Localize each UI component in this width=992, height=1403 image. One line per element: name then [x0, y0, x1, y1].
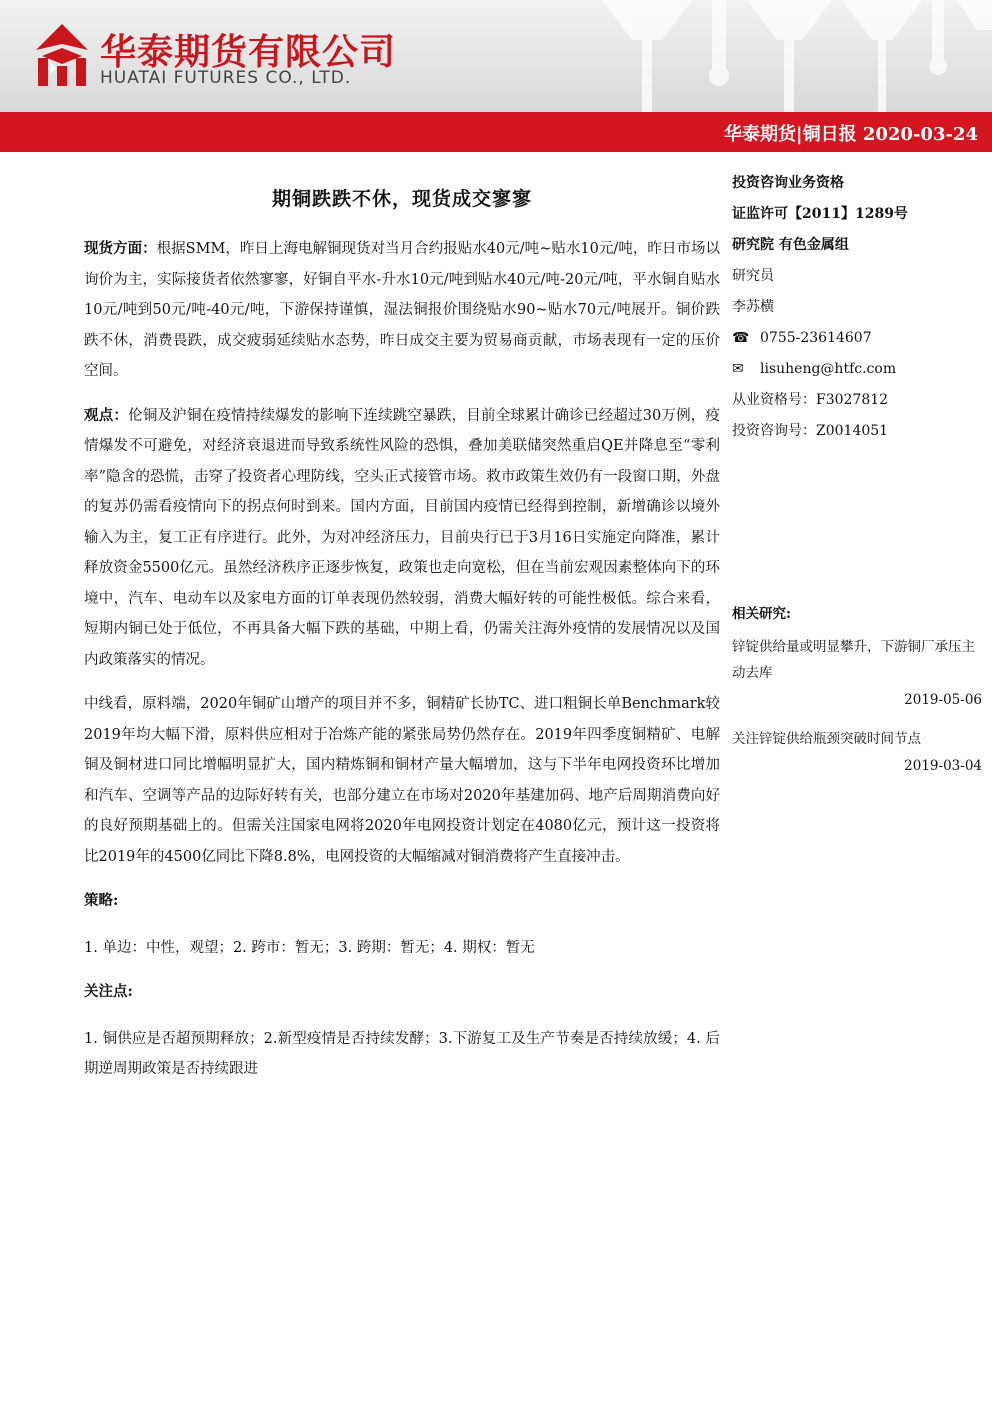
view-paragraph: [84, 401, 720, 676]
header-decoration: [572, 0, 992, 112]
email-address[interactable]: lisuheng@htfc.com: [760, 361, 897, 377]
midterm-paragraph: 中线看，原料端，2020年铜矿山增产的项目并不多，铜精矿长协TC、进口粗铜长单Benchmark较2019年均大幅下滑，原料供应相对于冶炼产能的紧张局势仍然存在。2019年四季度铜精矿、电解铜及铜材进口同比增幅明显扩大，国内精炼铜和铜材产量大幅增加，这与下半年电网投资环比增加和汽车、空调等产品的边际好转有关，也部分建立在市场对2020年基建加码、地产后周期消费向好的良好预期基础上的。但需关注国家电网将2020年电网投资计划定在4080亿元，预计这一投资将比2019年的4500亿同比下降8.8%，电网投资的大幅缩减对铜消费将产生直接冲击。: [84, 696, 720, 865]
report-type-label: 华泰期货|铜日报 2020-03-24: [724, 124, 978, 145]
report-body: [84, 234, 720, 1099]
institute-name: 研究院 有色金属组: [732, 237, 849, 253]
analyst-role: 研究员: [732, 268, 774, 284]
strategy-heading: 策略:: [84, 892, 119, 909]
view-label: 观点：: [84, 406, 129, 424]
strategy-text: 1. 单边：中性，观望；2. 跨市：暂无；3. 跨期：暂无；4. 期权：暂无: [84, 939, 535, 956]
focus-text: 1. 铜供应是否超预期释放；2.新型疫情是否持续发酵；3.下游复工及生产节奏是否持续放缓；4. 后期逆周期政策是否持续跟进: [84, 1030, 720, 1077]
phone-icon: ☎: [732, 330, 750, 346]
related-item-date: 2019-03-04: [904, 758, 982, 774]
company-name-cn: 华泰期货有限公司: [100, 32, 397, 73]
company-name-en: HUATAI FUTURES CO., LTD.: [100, 68, 352, 88]
qualification-label: 投资咨询业务资格: [732, 175, 844, 191]
related-item-title[interactable]: 关注锌锭供给瓶颈突破时间节点: [732, 731, 921, 747]
related-heading: 相关研究:: [732, 606, 791, 622]
email-row: [732, 354, 982, 385]
report-title: 期铜跌跌不休，现货成交寥寥: [271, 188, 532, 210]
phone-number: 0755-23614607: [760, 330, 872, 346]
focus-heading: 关注点:: [84, 983, 133, 1000]
practice-number: 从业资格号：F3027812: [732, 392, 889, 408]
related-research: [732, 600, 982, 792]
consult-number: 投资咨询号：Z0014051: [732, 423, 889, 439]
view-text: 伦铜及沪铜在疫情持续爆发的影响下连续跳空暴跌，目前全球累计确诊已经超过30万例，疫情爆发不可避免，对经济衰退进而导致系统性风险的恐惧，叠加美联储突然重启QE并降息至“零利率”隐含的恐慌，击穿了投资者心理防线，空头正式接管市场。救市政策生效仍有一段窗口期，外盘的复苏仍需看疫情向下的拐点何时到来。国内方面，目前国内疫情已经得到控制，新增确诊以境外输入为主，复工正有序进行。此外，为对冲经济压力，目前央行已于3月16日实施定向降准，累计释放资金5500亿元。虽然经济秩序正逐步恢复，政策也走向宽松，但在当前宏观因素整体向下的环境中，汽车、电动车以及家电方面的订单表现仍然较弱，消费大幅好转的可能性极低。综合来看，短期内铜已处于低位，不再具备大幅下跌的基础，中期上看，仍需关注海外疫情的发展情况以及国内政策落实的情况。: [84, 407, 721, 668]
phone-row: [732, 323, 982, 354]
page-header: [0, 0, 992, 112]
spot-text: 根据SMM，昨日上海电解铜现货对当月合约报贴水40元/吨~贴水10元/吨，昨日市场以询价为主，实际接货者依然寥寥，好铜自平水-升水10元/吨到贴水40元/吨-20元/吨，平水铜自贴水10元/吨到50元/吨-40元/吨，下游保持谨慎，湿法铜报价围绕贴水90~贴水70元/吨展开。铜价跌跌不休，消费畏跌，成交疲弱延续贴水态势，昨日成交主要为贸易商贡献，市场表现有一定的压价空间。: [84, 241, 720, 379]
analyst-sidebar: [732, 168, 982, 447]
company-logo-icon: [34, 22, 90, 88]
spot-paragraph: [84, 234, 720, 387]
license-number: 证监许可【2011】1289号: [732, 206, 908, 222]
mail-icon: ✉: [732, 361, 744, 377]
analyst-name: 李苏横: [732, 299, 774, 315]
related-item-title[interactable]: 锌锭供给量或明显攀升，下游铜厂承压主动去库: [732, 639, 975, 681]
spot-label: 现货方面：: [84, 240, 157, 257]
related-item-date: 2019-05-06: [904, 692, 982, 708]
report-type-bar: [0, 112, 992, 152]
